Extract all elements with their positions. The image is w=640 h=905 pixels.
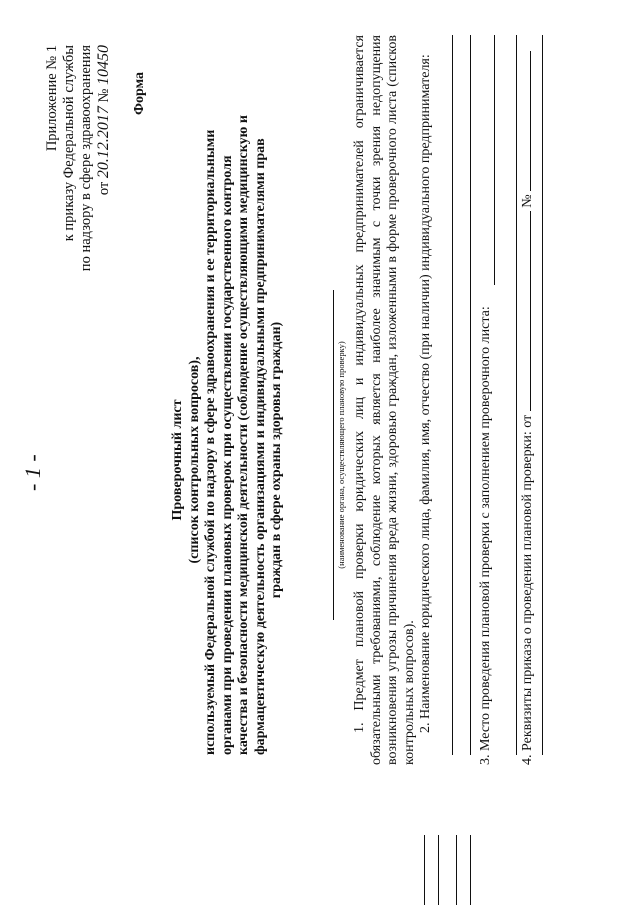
org-caption: (наименование органа, осуществляющего плановую проверку) xyxy=(336,341,346,569)
title-line-3: используемый Федеральной службой по надзору в сфере здравоохранения и ее территориальными xyxy=(203,129,218,755)
item-2-blank-line-2 xyxy=(470,35,471,755)
item-4-label: 4. Реквизиты приказа о проведении плановой проверки: от xyxy=(520,414,535,765)
appendix-line-1: Приложение № 1 xyxy=(44,45,60,152)
number-prefix: № xyxy=(96,88,112,103)
order-date-blank xyxy=(518,211,531,411)
margin-line xyxy=(456,835,457,905)
item-3: 3. Место проведения плановой проверки с заполнением проверочного листа: xyxy=(478,306,493,765)
title-line-7: граждан в сфере охраны здоровья граждан) xyxy=(269,321,284,599)
item-2-blank-line-1 xyxy=(452,35,453,755)
item-3-blank-line xyxy=(494,35,495,285)
margin-line xyxy=(470,835,471,905)
form-label: Форма xyxy=(132,71,147,115)
appendix-line-4 xyxy=(95,45,113,285)
org-name-line xyxy=(333,290,334,620)
title-line-6: фармацевтическую деятельность организациями и индивидуальными предпринимателями прав xyxy=(252,138,268,755)
appendix-header xyxy=(44,45,113,285)
appendix-line-3: по надзору в сфере здравоохранения xyxy=(78,45,94,272)
order-number-blank xyxy=(518,51,531,191)
item-4 xyxy=(518,51,536,765)
item-2: 2. Наименование юридического лица, фамилия, имя, отчество (при наличии) индивидуального предпринимателя: xyxy=(418,54,433,733)
title-line-1: Проверочный лист xyxy=(170,399,185,521)
title-line-5: качества и безопасности медицинской деятельности (соблюдение осуществляющими медицинскую и xyxy=(236,115,251,755)
document-title xyxy=(170,115,286,755)
handwritten-number: 10450 xyxy=(95,45,112,85)
title-line-2: (список контрольных вопросов), xyxy=(186,356,202,564)
margin-line xyxy=(424,835,425,905)
appendix-line-2: к приказу Федеральной службы xyxy=(61,45,77,242)
checklist-items xyxy=(352,35,435,765)
item-3-blank-line-2 xyxy=(516,35,517,755)
handwritten-date: 20.12.2017 xyxy=(95,106,112,179)
item-4-blank-line xyxy=(542,35,543,755)
date-prefix: от xyxy=(96,181,112,196)
title-line-4: органами при проведении плановых проверок при осуществлении государственного контроля xyxy=(219,155,235,755)
item-1: 1. Предмет плановой проверки юридических лиц и индивидуальных предпринимателей ограничивается обязательными требованиями, соблюдение которых является наиболее значимым с точки зрения недопущения возникновения угрозы причинения вреда жизни, здоровью граждан, изложенными в форме проверочного листа (списков контрольных вопросов). xyxy=(352,35,417,765)
page-number: - 1 - xyxy=(20,454,45,491)
item-4-number: № xyxy=(520,194,535,208)
margin-line xyxy=(438,835,439,905)
